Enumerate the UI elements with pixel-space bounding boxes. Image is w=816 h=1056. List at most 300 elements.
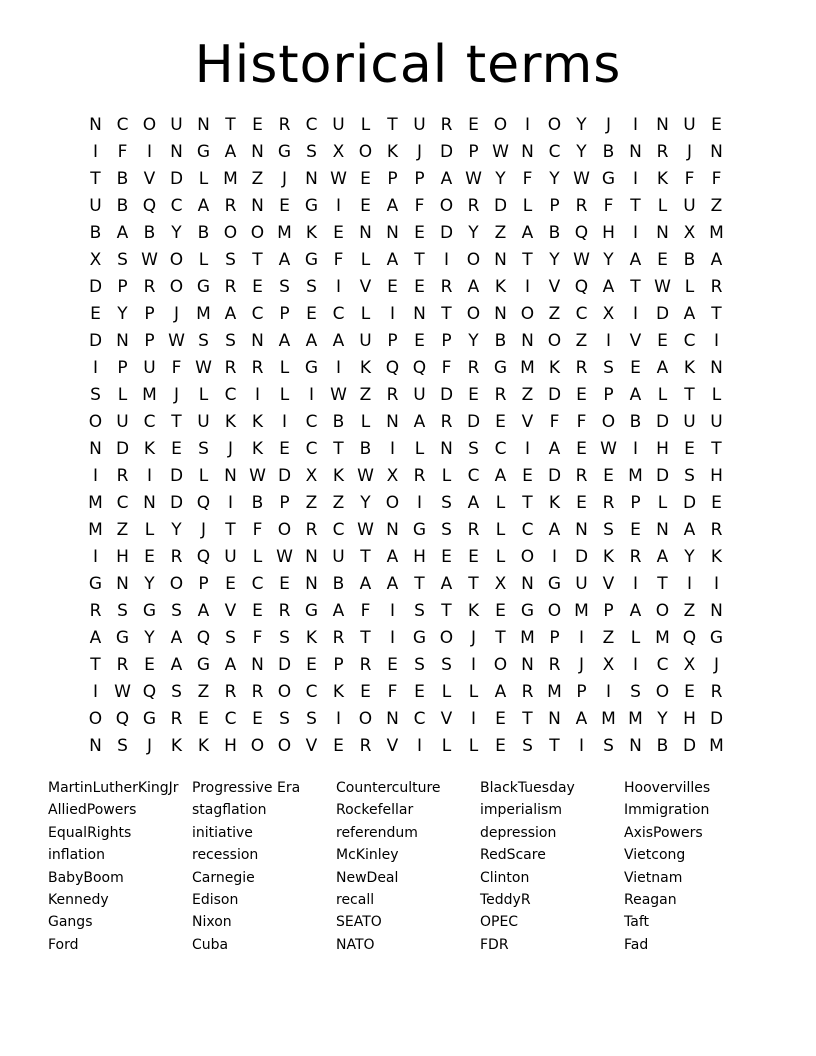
grid-letter: G	[88, 574, 103, 594]
grid-letter: R	[440, 115, 453, 135]
grid-letter: C	[467, 466, 480, 486]
grid-letter: I	[92, 466, 98, 486]
grid-letter: O	[547, 331, 562, 351]
grid-letter: D	[709, 709, 724, 729]
grid-letter: J	[578, 655, 584, 675]
grid-letter: A	[683, 304, 696, 324]
grid-letter: O	[277, 736, 292, 756]
grid-letter: L	[711, 385, 722, 405]
grid-letter: P	[279, 304, 290, 324]
grid-letter: W	[114, 682, 131, 702]
word-list-item: Taft	[624, 914, 649, 931]
grid-letter: S	[171, 682, 182, 702]
grid-letter: V	[629, 331, 642, 351]
grid-letter: N	[656, 520, 669, 540]
grid-letter: R	[440, 277, 453, 297]
grid-letter: Q	[196, 628, 211, 648]
grid-letter: P	[441, 331, 452, 351]
grid-letter: S	[414, 601, 425, 621]
grid-letter: R	[278, 601, 291, 621]
grid-letter: N	[710, 358, 723, 378]
grid-letter: M	[142, 385, 157, 405]
grid-letter: R	[710, 682, 723, 702]
grid-letter: F	[387, 682, 398, 702]
grid-letter: I	[389, 439, 395, 459]
grid-letter: Q	[115, 709, 130, 729]
grid-letter: S	[225, 331, 236, 351]
grid-letter: Q	[142, 196, 157, 216]
word-list-item: Reagan	[624, 891, 677, 908]
grid-letter: L	[441, 682, 452, 702]
grid-letter: S	[441, 493, 452, 513]
grid-letter: N	[359, 223, 372, 243]
grid-letter: N	[440, 439, 453, 459]
grid-letter: C	[656, 655, 669, 675]
grid-letter: L	[684, 277, 695, 297]
grid-letter: A	[224, 142, 237, 162]
grid-letter: E	[468, 385, 479, 405]
grid-letter: C	[170, 196, 183, 216]
grid-letter: Q	[574, 277, 589, 297]
grid-letter: I	[308, 385, 314, 405]
grid-letter: C	[116, 493, 129, 513]
grid-letter: K	[710, 547, 723, 567]
grid-letter: D	[547, 466, 562, 486]
grid-letter: L	[441, 466, 452, 486]
word-list-item: RedScare	[480, 847, 546, 864]
grid-letter: S	[306, 277, 317, 297]
grid-letter: T	[171, 412, 182, 432]
grid-letter: C	[332, 304, 345, 324]
grid-letter: R	[305, 520, 318, 540]
word-list-item: inflation	[48, 847, 105, 864]
grid-letter: J	[173, 304, 179, 324]
grid-letter: R	[359, 655, 372, 675]
grid-letter: T	[360, 547, 371, 567]
grid-letter: E	[171, 439, 182, 459]
word-list-item: Progressive Era	[192, 780, 301, 796]
grid-letter: B	[143, 223, 156, 243]
grid-letter: D	[547, 385, 562, 405]
letter-grid	[82, 112, 730, 760]
grid-letter: J	[227, 439, 233, 459]
grid-letter: T	[441, 601, 452, 621]
word-list-item: Kennedy	[48, 891, 109, 908]
grid-letter: U	[359, 331, 372, 351]
grid-letter: T	[630, 277, 641, 297]
grid-letter: K	[305, 223, 318, 243]
grid-letter: R	[224, 682, 237, 702]
grid-letter: F	[252, 520, 263, 540]
grid-letter: F	[576, 412, 587, 432]
grid-letter: P	[630, 493, 641, 513]
grid-letter: S	[198, 439, 209, 459]
grid-letter: I	[713, 574, 719, 594]
grid-letter: P	[603, 601, 614, 621]
grid-letter: R	[575, 196, 588, 216]
grid-letter: C	[332, 520, 345, 540]
grid-letter: Z	[251, 169, 264, 189]
grid-letter: B	[629, 412, 642, 432]
grid-letter: A	[386, 250, 399, 270]
grid-letter: A	[170, 655, 183, 675]
grid-letter: F	[333, 250, 344, 270]
grid-letter: S	[522, 736, 533, 756]
grid-letter: I	[335, 709, 341, 729]
grid-letter: E	[360, 196, 371, 216]
grid-letter: F	[684, 169, 695, 189]
grid-letter: E	[252, 277, 263, 297]
grid-letter: N	[386, 412, 399, 432]
grid-letter: S	[90, 385, 101, 405]
grid-letter: U	[683, 412, 696, 432]
page-title: Historical terms	[194, 35, 622, 95]
grid-letter: E	[387, 277, 398, 297]
grid-letter: K	[683, 358, 696, 378]
grid-letter: T	[333, 439, 344, 459]
grid-letter: O	[520, 304, 535, 324]
grid-letter: S	[117, 601, 128, 621]
grid-letter: U	[197, 412, 210, 432]
grid-letter: O	[547, 115, 562, 135]
grid-letter: R	[548, 655, 561, 675]
grid-letter: Z	[116, 520, 129, 540]
grid-letter: I	[632, 223, 638, 243]
grid-letter: R	[629, 547, 642, 567]
grid-letter: P	[576, 682, 587, 702]
grid-letter: I	[524, 115, 530, 135]
grid-letter: R	[413, 466, 426, 486]
grid-letter: O	[493, 655, 508, 675]
grid-letter: B	[683, 250, 696, 270]
grid-letter: K	[359, 358, 372, 378]
grid-letter: S	[171, 601, 182, 621]
grid-letter: B	[251, 493, 264, 513]
grid-letter: I	[632, 655, 638, 675]
grid-letter: P	[117, 277, 128, 297]
grid-letter: W	[357, 520, 374, 540]
grid-letter: G	[709, 628, 724, 648]
grid-letter: I	[632, 439, 638, 459]
grid-letter: S	[279, 628, 290, 648]
grid-letter: X	[683, 655, 696, 675]
grid-letter: L	[252, 547, 263, 567]
grid-letter: A	[386, 574, 399, 594]
grid-letter: L	[657, 385, 668, 405]
grid-letter: R	[359, 736, 372, 756]
grid-letter: W	[465, 169, 482, 189]
grid-letter: O	[358, 142, 373, 162]
grid-letter: L	[117, 385, 128, 405]
grid-letter: E	[684, 439, 695, 459]
grid-letter: G	[277, 142, 292, 162]
grid-letter: T	[90, 655, 101, 675]
grid-letter: T	[657, 574, 668, 594]
grid-letter: O	[439, 196, 454, 216]
word-list-item: Counterculture	[336, 780, 441, 796]
word-list-item: referendum	[336, 824, 418, 841]
grid-letter: D	[277, 655, 292, 675]
grid-letter: A	[629, 250, 642, 270]
grid-letter: E	[279, 439, 290, 459]
grid-letter: L	[495, 493, 506, 513]
grid-letter: Z	[359, 385, 372, 405]
grid-letter: U	[683, 196, 696, 216]
grid-letter: R	[710, 520, 723, 540]
grid-letter: W	[492, 142, 509, 162]
grid-letter: U	[332, 547, 345, 567]
grid-letter: R	[467, 196, 480, 216]
grid-letter: X	[494, 574, 507, 594]
grid-letter: K	[602, 547, 615, 567]
grid-letter: L	[198, 250, 209, 270]
grid-letter: E	[711, 493, 722, 513]
grid-letter: R	[710, 277, 723, 297]
grid-letter: L	[279, 358, 290, 378]
grid-letter: Q	[196, 547, 211, 567]
grid-letter: I	[389, 628, 395, 648]
grid-letter: A	[332, 331, 345, 351]
grid-letter: A	[89, 628, 102, 648]
grid-letter: E	[576, 385, 587, 405]
grid-letter: A	[197, 601, 210, 621]
grid-letter: A	[224, 304, 237, 324]
grid-letter: O	[223, 223, 238, 243]
grid-letter: I	[389, 601, 395, 621]
word-list-item: imperialism	[480, 802, 562, 819]
grid-letter: K	[197, 736, 210, 756]
grid-letter: T	[441, 304, 452, 324]
grid-letter: M	[574, 601, 589, 621]
grid-letter: E	[252, 115, 263, 135]
grid-letter: F	[117, 142, 128, 162]
grid-letter: A	[224, 655, 237, 675]
grid-letter: J	[416, 142, 422, 162]
grid-letter: I	[713, 331, 719, 351]
grid-letter: L	[414, 439, 425, 459]
grid-letter: N	[656, 115, 669, 135]
grid-letter: S	[630, 682, 641, 702]
word-list-item: AlliedPowers	[48, 802, 137, 819]
grid-letter: M	[277, 223, 292, 243]
grid-letter: U	[89, 196, 102, 216]
grid-letter: A	[575, 709, 588, 729]
grid-letter: I	[254, 385, 260, 405]
grid-letter: L	[360, 304, 371, 324]
grid-letter: T	[252, 250, 263, 270]
grid-letter: C	[494, 439, 507, 459]
grid-letter: S	[603, 358, 614, 378]
word-list-item: Ford	[48, 936, 79, 953]
grid-letter: X	[602, 304, 615, 324]
grid-letter: D	[574, 547, 589, 567]
grid-letter: R	[467, 358, 480, 378]
grid-letter: W	[330, 385, 347, 405]
grid-letter: Y	[360, 493, 371, 513]
grid-letter: S	[468, 439, 479, 459]
grid-letter: M	[223, 169, 238, 189]
grid-letter: F	[360, 601, 371, 621]
word-list-item: initiative	[192, 824, 253, 841]
grid-letter: R	[224, 277, 237, 297]
grid-letter: O	[439, 628, 454, 648]
grid-letter: P	[549, 628, 560, 648]
grid-letter: I	[632, 574, 638, 594]
grid-letter: R	[332, 628, 345, 648]
grid-letter: W	[195, 358, 212, 378]
grid-letter: N	[305, 574, 318, 594]
grid-letter: A	[413, 412, 426, 432]
grid-letter: S	[603, 520, 614, 540]
grid-letter: M	[88, 493, 103, 513]
grid-letter: N	[710, 601, 723, 621]
word-list-item: Vietnam	[624, 869, 683, 886]
grid-letter: O	[250, 736, 265, 756]
grid-letter: Y	[144, 574, 155, 594]
grid-letter: I	[632, 169, 638, 189]
grid-letter: G	[115, 628, 130, 648]
grid-letter: O	[466, 304, 481, 324]
grid-letter: S	[225, 250, 236, 270]
grid-letter: P	[414, 169, 425, 189]
grid-letter: Y	[468, 331, 479, 351]
grid-letter: D	[655, 412, 670, 432]
grid-letter: K	[305, 628, 318, 648]
grid-letter: R	[440, 412, 453, 432]
grid-letter: B	[116, 196, 129, 216]
grid-letter: J	[281, 169, 287, 189]
grid-letter: B	[89, 223, 102, 243]
grid-letter: V	[386, 736, 399, 756]
grid-letter: C	[224, 385, 237, 405]
word-list-item: BabyBoom	[48, 869, 124, 886]
grid-letter: L	[495, 547, 506, 567]
grid-letter: S	[279, 277, 290, 297]
grid-letter: I	[578, 736, 584, 756]
grid-letter: A	[386, 196, 399, 216]
grid-letter: G	[304, 196, 319, 216]
grid-letter: Y	[171, 520, 182, 540]
grid-letter: E	[387, 655, 398, 675]
grid-letter: A	[683, 520, 696, 540]
grid-letter: A	[440, 574, 453, 594]
grid-letter: K	[143, 439, 156, 459]
grid-letter: E	[360, 169, 371, 189]
grid-letter: T	[225, 115, 236, 135]
grid-letter: Y	[468, 223, 479, 243]
grid-letter: H	[413, 547, 426, 567]
grid-letter: P	[549, 196, 560, 216]
grid-letter: Y	[684, 547, 695, 567]
grid-letter: E	[603, 466, 614, 486]
grid-letter: R	[170, 709, 183, 729]
grid-letter: T	[495, 628, 506, 648]
grid-letter: E	[441, 547, 452, 567]
grid-letter: O	[601, 412, 616, 432]
grid-letter: W	[276, 547, 293, 567]
grid-letter: M	[628, 466, 643, 486]
grid-letter: A	[278, 250, 291, 270]
grid-letter: L	[360, 412, 371, 432]
grid-letter: Q	[574, 223, 589, 243]
word-list-item: AxisPowers	[624, 824, 703, 841]
grid-letter: R	[575, 466, 588, 486]
grid-letter: W	[141, 250, 158, 270]
grid-letter: E	[279, 574, 290, 594]
grid-letter: Z	[602, 628, 615, 648]
grid-letter: N	[629, 736, 642, 756]
word-list-item: BlackTuesday	[480, 780, 575, 796]
grid-letter: E	[252, 709, 263, 729]
grid-letter: M	[520, 358, 535, 378]
grid-letter: B	[332, 412, 345, 432]
grid-letter: N	[548, 709, 561, 729]
grid-letter: M	[709, 223, 724, 243]
grid-letter: E	[495, 736, 506, 756]
grid-letter: X	[602, 655, 615, 675]
grid-letter: T	[468, 574, 479, 594]
grid-letter: Y	[576, 115, 587, 135]
grid-letter: L	[279, 385, 290, 405]
grid-letter: D	[682, 493, 697, 513]
grid-letter: T	[630, 196, 641, 216]
grid-letter: O	[88, 412, 103, 432]
grid-letter: F	[441, 358, 452, 378]
grid-letter: P	[333, 655, 344, 675]
grid-letter: O	[277, 520, 292, 540]
grid-letter: X	[332, 142, 345, 162]
word-list-item: FDR	[480, 936, 509, 953]
grid-letter: R	[116, 466, 129, 486]
grid-letter: V	[521, 412, 534, 432]
grid-letter: V	[143, 169, 156, 189]
grid-letter: U	[143, 358, 156, 378]
grid-letter: U	[224, 547, 237, 567]
grid-letter: I	[335, 277, 341, 297]
word-list-item: NewDeal	[336, 869, 399, 886]
word-list-item: Vietcong	[624, 847, 686, 864]
word-list-item: Hoovervilles	[624, 780, 711, 796]
grid-letter: E	[90, 304, 101, 324]
grid-letter: Z	[575, 331, 588, 351]
grid-letter: I	[281, 412, 287, 432]
grid-letter: P	[468, 142, 479, 162]
grid-letter: G	[412, 520, 427, 540]
grid-letter: L	[657, 493, 668, 513]
grid-letter: L	[360, 250, 371, 270]
grid-letter: I	[686, 574, 692, 594]
grid-letter: R	[386, 385, 399, 405]
grid-letter: I	[524, 277, 530, 297]
grid-letter: L	[441, 736, 452, 756]
grid-letter: R	[521, 682, 534, 702]
grid-letter: E	[576, 493, 587, 513]
grid-letter: I	[335, 358, 341, 378]
grid-letter: I	[92, 358, 98, 378]
grid-letter: Q	[682, 628, 697, 648]
grid-letter: N	[251, 196, 264, 216]
grid-letter: N	[710, 142, 723, 162]
grid-letter: R	[278, 115, 291, 135]
grid-letter: I	[470, 655, 476, 675]
grid-letter: A	[629, 385, 642, 405]
grid-letter: L	[630, 628, 641, 648]
grid-letter: Y	[495, 169, 506, 189]
grid-letter: S	[279, 709, 290, 729]
grid-letter: O	[88, 709, 103, 729]
grid-letter: E	[630, 520, 641, 540]
grid-letter: T	[360, 628, 371, 648]
